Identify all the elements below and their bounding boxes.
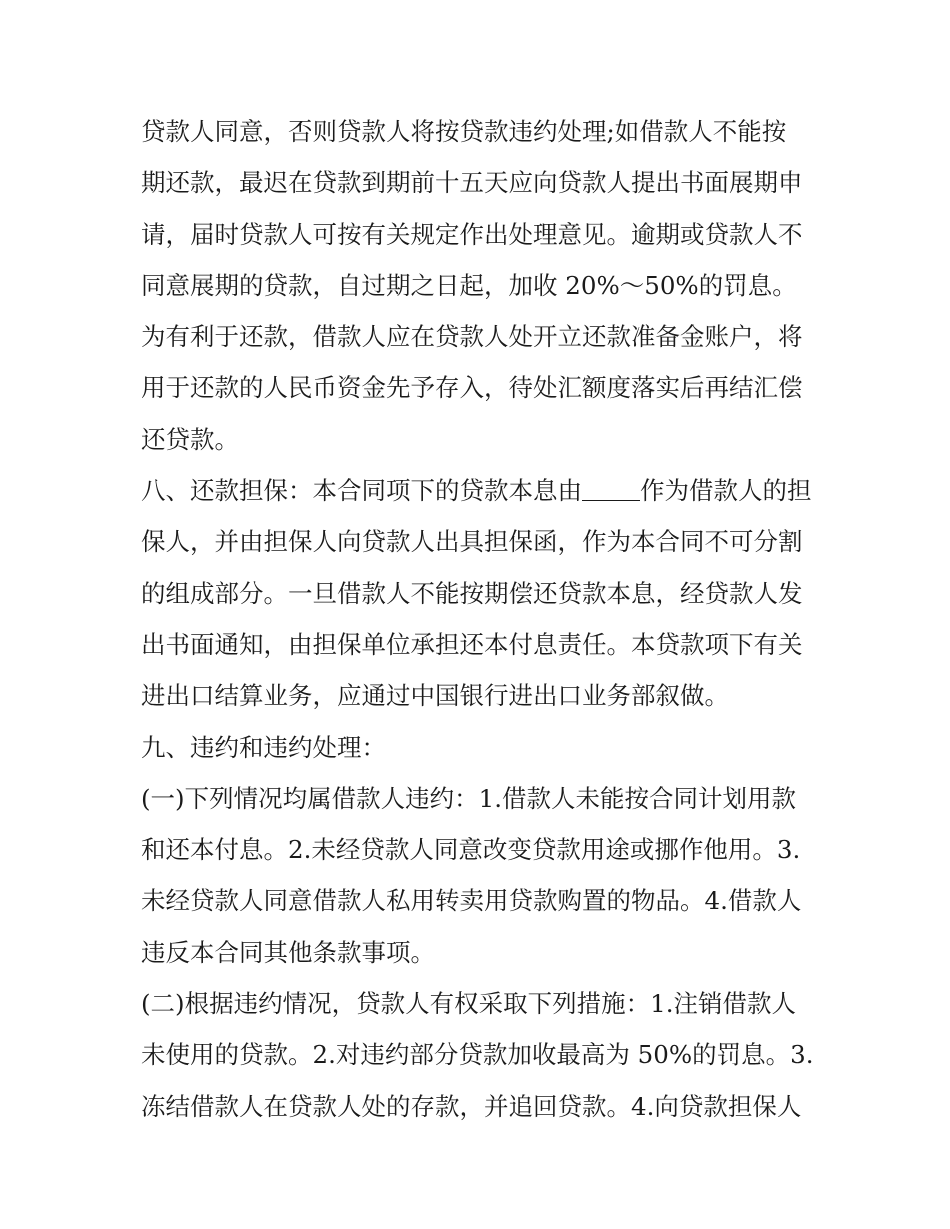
section-heading: 九、违约和违约处理： <box>141 732 386 762</box>
text-line: 用于还款的人民币资金先予存入，待处汇额度落实后再结汇偿 <box>141 373 803 403</box>
text-line: 违反本合同其他条款事项。 <box>141 937 435 967</box>
text-line: 和还本付息。2.未经贷款人同意改变贷款用途或挪作他用。3. <box>141 835 801 865</box>
text-fragment: 作为借款人的担 <box>640 476 812 506</box>
text-line: 未使用的贷款。2.对违约部分贷款加收最高为 50%的罚息。3. <box>141 1040 814 1070</box>
text-line: 进出口结算业务，应通过中国银行进出口业务部叙做。 <box>141 681 729 711</box>
contract-text <box>141 106 821 1132</box>
text-line: (一)下列情况均属借款人违约：1.借款人未能按合同计划用款 <box>141 783 796 813</box>
fill-in-blank <box>582 478 640 501</box>
text-line: 出书面通知，由担保单位承担还本付息责任。本贷款项下有关 <box>141 629 803 659</box>
text-fragment: 八、还款担保：本合同项下的贷款本息由 <box>141 476 582 506</box>
text-line: 未经贷款人同意借款人私用转卖用贷款购置的物品。4.借款人 <box>141 886 802 916</box>
text-line: 期还款，最迟在贷款到期前十五天应向贷款人提出书面展期申 <box>141 168 803 198</box>
text-line: 请，届时贷款人可按有关规定作出处理意见。逾期或贷款人不 <box>141 219 803 249</box>
text-line: 的组成部分。一旦借款人不能按期偿还贷款本息，经贷款人发 <box>141 578 803 608</box>
text-line-with-blank <box>141 465 821 516</box>
text-line: (二)根据违约情况，贷款人有权采取下列措施：1.注销借款人 <box>141 989 796 1019</box>
text-line: 保人，并由担保人向贷款人出具担保函，作为本合同不可分割 <box>141 527 803 557</box>
text-line: 贷款人同意，否则贷款人将按贷款违约处理;如借款人不能按 <box>141 117 787 146</box>
text-line: 为有利于还款，借款人应在贷款人处开立还款准备金账户，将 <box>141 322 803 352</box>
text-line: 冻结借款人在贷款人处的存款，并追回贷款。4.向贷款担保人 <box>141 1091 802 1121</box>
text-line: 同意展期的贷款，自过期之日起，加收 20%～50%的罚息。 <box>141 270 797 300</box>
text-line: 还贷款。 <box>141 424 239 454</box>
